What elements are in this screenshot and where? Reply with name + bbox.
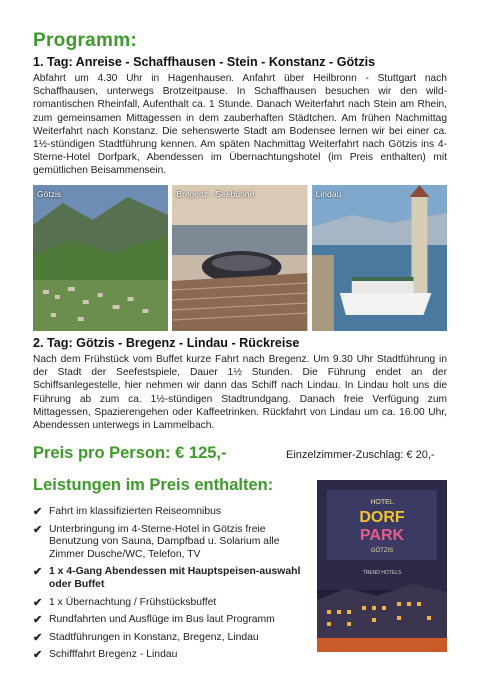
photo-caption: Götzis bbox=[37, 189, 62, 199]
photo-caption: Lindau bbox=[315, 189, 342, 199]
logo-brand-text: TREND HOTELS bbox=[362, 570, 402, 576]
lindau-harbour-image bbox=[312, 185, 447, 331]
list-item: ✔ Unterbringung im 4-Sterne-Hotel in Götzis freie Benutzung von Sauna, Dampfbad u. Solarium alle Zimmer Dusche/WC, Telefon, TV bbox=[33, 523, 280, 560]
day2-title: 2. Tag: Götzis - Bregenz - Lindau - Rückreise bbox=[33, 336, 300, 350]
list-item: ✔ Rundfahrten und Ausflüge im Bus laut Programm bbox=[33, 614, 275, 627]
list-item: ✔ 1 x Übernachtung / Frühstücksbuffet bbox=[33, 596, 217, 609]
logo-park-text: PARK bbox=[359, 527, 405, 544]
bregenz-seebuehne-image bbox=[172, 185, 307, 331]
logo-hotel-text: HOTEL bbox=[370, 499, 394, 506]
check-icon: ✔ bbox=[33, 649, 43, 662]
check-icon: ✔ bbox=[33, 631, 43, 644]
check-icon: ✔ bbox=[33, 596, 43, 609]
hotel-dorfpark-logo bbox=[317, 480, 447, 652]
hotel-dorfpark-image bbox=[317, 480, 447, 652]
photo-caption: Bregenz - Seebühne bbox=[176, 189, 255, 199]
programm-heading: Programm: bbox=[33, 30, 138, 51]
list-item: ✔ Fahrt im klassifizierten Reiseomnibus bbox=[33, 506, 222, 518]
photo-strip bbox=[33, 185, 447, 331]
day1-title: 1. Tag: Anreise - Schaffhausen - Stein - Konstanz - Götzis bbox=[33, 55, 376, 69]
check-icon: ✔ bbox=[33, 506, 43, 518]
goetzis-landscape-image bbox=[33, 185, 168, 331]
price-per-person: Preis pro Person: € 125,- bbox=[33, 444, 227, 462]
day1-text: Abfahrt um 4.30 Uhr in Hagenhausen. Anfahrt über Heilbronn - Stuttgart nach Schaffhausen, unterwegs Brotzeitpause. In Schaffhausen besuchen wir den wild-romantischen Rheinfall, Aufenthalt ca. 1 Stunde. Danach Weiterfahrt nach Stein am Rhein, zum gemeinsamen Mittagessen in dem zauberhaften Städtchen. Am frühen Nachmittag Weiterfahrt nach Konstanz. Die sehenswerte Stadt am Bodensee lernen wir bei einer ca. 1½-stündigen Stadtführung kennen. Am späten Nachmittag Weiterfahrt nach Götzis ins 4-Sterne-Hotel Dorfpark, Abendessen im Übernachtungshotel (im Preis enthalten) mit gemütlichen Beisammensein. bbox=[33, 73, 447, 177]
check-icon: ✔ bbox=[33, 566, 43, 579]
logo-dorf-text: DORF bbox=[359, 509, 405, 526]
photo-goetzis bbox=[33, 185, 168, 331]
list-item: ✔ 1 x 4-Gang Abendessen mit Hauptspeisen-auswahl oder Buffet bbox=[33, 566, 301, 590]
services-heading: Leistungen im Preis enthalten: bbox=[33, 476, 274, 494]
check-icon: ✔ bbox=[33, 523, 43, 536]
services-list bbox=[33, 506, 313, 667]
list-item: ✔ Stadtführungen in Konstanz, Bregenz, Lindau bbox=[33, 631, 259, 644]
single-room-surcharge: Einzelzimmer-Zuschlag: € 20,- bbox=[286, 449, 435, 461]
day2-text: Nach dem Frühstück vom Buffet kurze Fahrt nach Bregenz. Um 9.30 Uhr Stadtführung in der Stadt der Seefestspiele, Dauer 1½ Stunden. Die Führung endet an der Schiffsanlegestelle, hier nehmen wir dann das Schiff nach Lindau. In Lindau holt uns die Führung ab zum ca. 1½-stündigen Stadtrundgang. Danach freie Verfügung zum Mittagessen, Spazierengehen oder Kaffeetrinken. Rückfahrt von Lindau um ca. 16.00 Uhr, Abendessen unterwegs in Lammelbach. bbox=[33, 354, 447, 432]
photo-bregenz bbox=[172, 185, 307, 331]
logo-goetzis-text: GÖTZIS bbox=[370, 548, 394, 554]
photo-lindau bbox=[312, 185, 447, 331]
list-item: ✔ Schifffahrt Bregenz - Lindau bbox=[33, 649, 178, 662]
check-icon: ✔ bbox=[33, 614, 43, 627]
